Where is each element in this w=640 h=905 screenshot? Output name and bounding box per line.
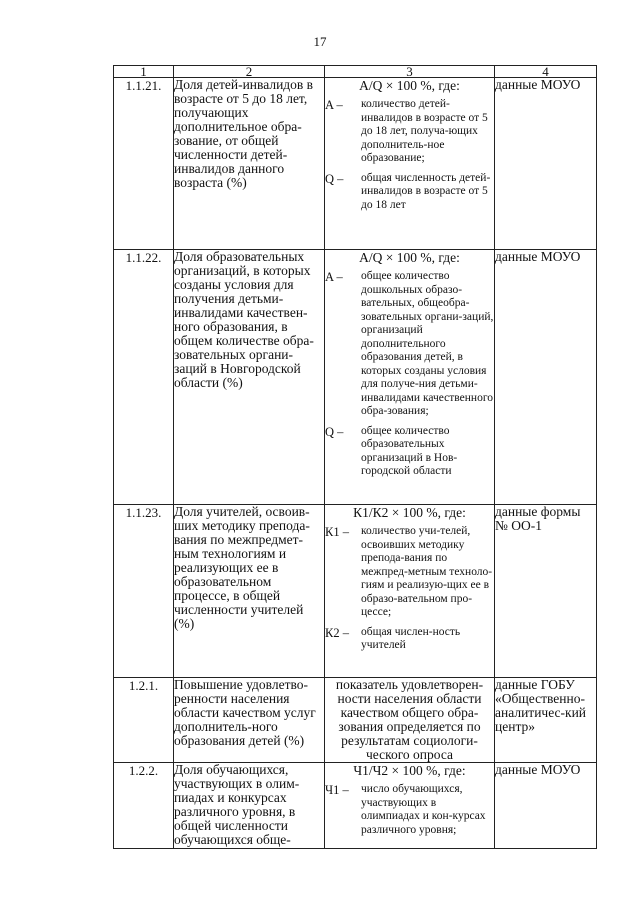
variable-symbol: К1 – bbox=[325, 525, 349, 539]
variable-symbol: Q – bbox=[325, 171, 344, 186]
data-source: данные МОУО bbox=[495, 250, 597, 505]
row-number: 1.2.1. bbox=[114, 678, 174, 763]
row-number: 1.2.2. bbox=[114, 763, 174, 849]
variable-definition bbox=[325, 626, 494, 653]
table-row bbox=[114, 763, 597, 849]
variable-description: число обучающихся, участвующих в олимпиадах и кон-курсах различного уровня; bbox=[361, 783, 486, 836]
formula: A/Q × 100 %, где: bbox=[359, 250, 460, 265]
variable-description: общая численность детей-инвалидов в возрасте от 5 до 18 лет bbox=[361, 171, 491, 211]
indicators-table bbox=[113, 65, 597, 849]
row-number: 1.1.23. bbox=[114, 505, 174, 678]
page-number: 17 bbox=[313, 34, 327, 49]
formula: Ч1/Ч2 × 100 %, где: bbox=[353, 763, 466, 778]
formula: A/Q × 100 %, где: bbox=[359, 78, 460, 93]
calculation-note: показатель удовлетворен-ности населения области качеством общего обра-зования определяется по результатам социологи-ческого опроса bbox=[335, 677, 484, 762]
variable-symbol: A – bbox=[325, 98, 343, 112]
table-row bbox=[114, 505, 597, 678]
indicator-name: Доля образовательных организаций, в которых созданы условия для получения детьми-инвалидами качествен-ного образования, в общем количестве обра-зовательных органи-заций в Новгородской области (%) bbox=[174, 250, 325, 505]
data-source: данные формы № ОО-1 bbox=[495, 505, 597, 678]
variable-description: количество учи-телей, освоивших методику препода-вания по межпред-метным техноло-гиям и реализую-щих ее в образо-вательном про-цессе; bbox=[361, 525, 493, 618]
calculation-cell bbox=[325, 763, 495, 849]
variable-definition bbox=[325, 425, 494, 479]
indicator-name: Доля учителей, освоив-ших методику препода-вания по межпредмет-ным технологиям и реализующих ее в образовательном процессе, в общей численности учителей (%) bbox=[174, 505, 325, 678]
calculation-cell bbox=[325, 250, 495, 505]
variable-symbol: Ч1 – bbox=[325, 783, 349, 797]
row-number: 1.1.21. bbox=[114, 78, 174, 250]
table-row bbox=[114, 78, 597, 250]
variable-description: количество детей-инвалидов в возрасте от 5 до 18 лет, получа-ющих дополнитель-ное образование; bbox=[361, 98, 488, 164]
variable-definition bbox=[325, 172, 494, 213]
column-header: 3 bbox=[325, 66, 495, 78]
variable-definition bbox=[325, 525, 494, 620]
variable-description: общее количество дошкольных образо-вательных, общеобра-зовательных органи-заций, организаций дополнительного образования детей, в которых созданы условия для получе-ния детьми-инвалидами качественного обра-зования; bbox=[361, 270, 494, 417]
variable-symbol: A – bbox=[325, 270, 343, 284]
calculation-cell bbox=[325, 505, 495, 678]
table-header-row bbox=[114, 66, 597, 78]
variable-definition bbox=[325, 98, 494, 166]
data-source: данные ГОБУ «Общественно-аналитичес-кий центр» bbox=[495, 678, 597, 763]
variable-description: общая числен-ность учителей bbox=[361, 625, 461, 651]
data-source: данные МОУО bbox=[495, 763, 597, 849]
indicator-name: Повышение удовлетво-ренности населения области качеством услуг дополнитель-ного образования детей (%) bbox=[174, 678, 325, 763]
table-row bbox=[114, 678, 597, 763]
calculation-cell bbox=[325, 78, 495, 250]
formula: К1/К2 × 100 %, где: bbox=[353, 505, 466, 520]
row-number: 1.1.22. bbox=[114, 250, 174, 505]
table-row bbox=[114, 250, 597, 505]
column-header: 4 bbox=[495, 66, 597, 78]
variable-symbol: К2 – bbox=[325, 625, 349, 640]
column-header: 2 bbox=[174, 66, 325, 78]
column-header: 1 bbox=[114, 66, 174, 78]
variable-symbol: Q – bbox=[325, 424, 344, 439]
data-source: данные МОУО bbox=[495, 78, 597, 250]
indicator-name: Доля обучающихся, участвующих в олим-пиадах и конкурсах различного уровня, в общей численности обучающихся обще- bbox=[174, 763, 325, 849]
variable-definition bbox=[325, 270, 494, 419]
variable-definition bbox=[325, 783, 494, 837]
calculation-cell bbox=[325, 678, 495, 763]
variable-description: общее количество образовательных организаций в Нов-городской области bbox=[361, 424, 458, 477]
indicator-name: Доля детей-инвалидов в возрасте от 5 до 18 лет, получающих дополнительное обра-зование, от общей численности детей-инвалидов данного возраста (%) bbox=[174, 78, 325, 250]
